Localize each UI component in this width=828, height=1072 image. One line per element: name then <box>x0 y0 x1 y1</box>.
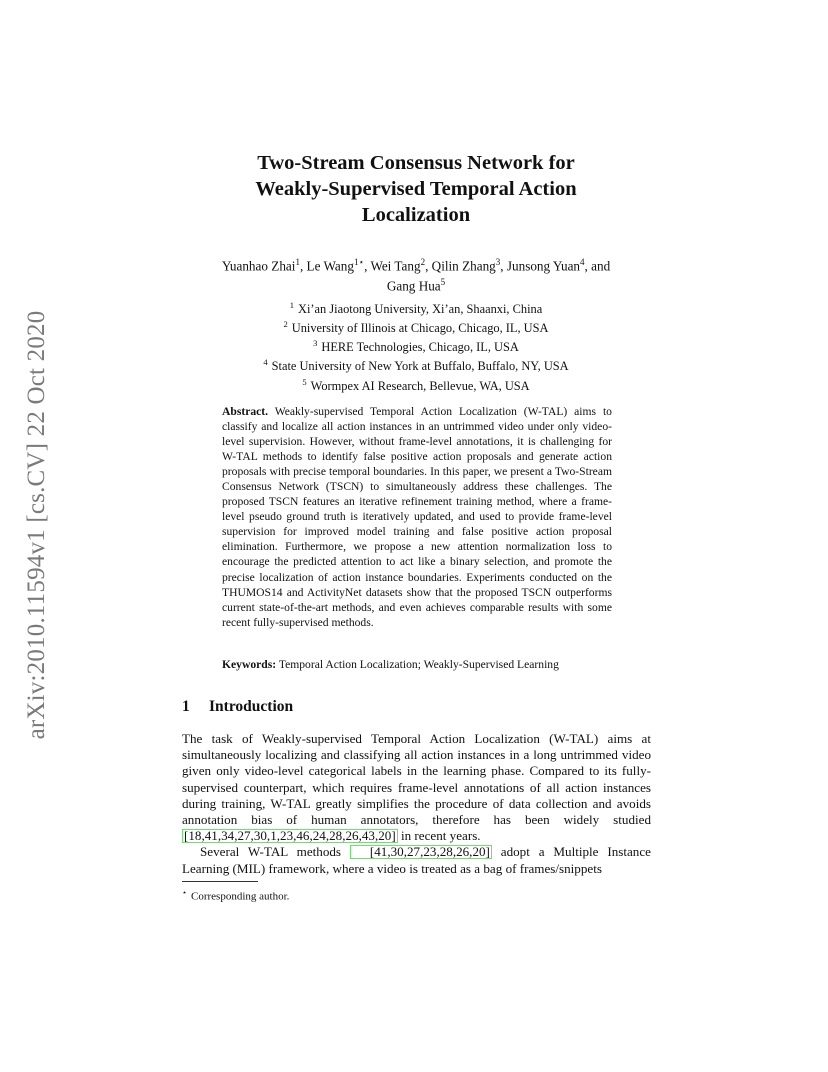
affiliation-text: State University of New York at Buffalo, Buffalo, NY, USA <box>271 359 569 374</box>
abstract-text: Weakly-supervised Temporal Action Localization (W-TAL) aims to classify and localize all action instances in an untrimmed video under only video-level supervision. However, without frame-level annotations, it is challenging for W-TAL methods to identify false positive action proposals and generate action proposals with precise temporal boundaries. In this paper, we present a Two-Stream Consensus Network (TSCN) to simultaneously address these challenges. The proposed TSCN features an iterative refinement training method, where a frame-level pseudo ground truth is iteratively updated, and used to provide frame-level supervision for improved model training and false positive action proposal elimination. Furthermore, we propose a new attention normalization loss to encourage the predicted attention to act like a binary selection, and promote the precise localization of action instance boundaries. Experiments conducted on the THUMOS14 and ActivityNet datasets show that the proposed TSCN outperforms current state-of-the-art methods, and even achieves comparable results with some recent fully-supervised methods. <box>222 405 612 629</box>
affiliation-text: Wormpex AI Research, Bellevue, WA, USA <box>310 378 530 393</box>
author-mark: 4 <box>580 257 585 267</box>
author-line-2 <box>180 274 652 294</box>
author-mark: 1 <box>295 257 300 267</box>
author-list <box>180 254 652 295</box>
affiliation-item <box>180 355 652 374</box>
paragraph-text: The task of Weakly-supervised Temporal Action Localization (W-TAL) aims at simultaneously localizing and classifying all action instances in a long untrimmed video given only video-level categorical labels in the learning phase. Compared to its fully-supervised counterpart, which requires frame-level annotations of all action instances during training, W-TAL greatly simplifies the procedure of data collection and avoids annotation bias of human annotators, therefore has been widely studied <box>182 731 651 828</box>
author-mark: 1⋆ <box>353 257 365 267</box>
footnote <box>182 886 289 904</box>
title-line-1: Two-Stream Consensus Network for <box>257 152 575 174</box>
title-line-3: Localization <box>361 204 471 226</box>
author-line-1: Yuanhao Zhai$^1$, Le Wang$^{1⋆}$, Wei Tang$^2$, Qilin Zhang$^3$, Junsong Yuan$^4$, and <box>221 257 611 274</box>
author-conjunction: and <box>591 258 611 274</box>
keywords-text: Temporal Action Localization; Weakly-Supervised Learning <box>278 658 559 671</box>
affiliation-item <box>180 336 652 355</box>
keywords <box>222 657 622 672</box>
introduction-body <box>182 731 651 877</box>
affiliation-list <box>180 298 652 394</box>
affiliation-mark: 1 <box>289 300 295 310</box>
citation-link[interactable]: [41,30,27,23,28,26,20] <box>350 845 492 859</box>
author-name: Wei Tang <box>370 258 421 274</box>
citation-link[interactable]: [18,41,34,27,30,1,23,46,24,28,26,43,20] <box>184 828 396 844</box>
author-mark: 2 <box>420 257 426 267</box>
abstract <box>222 404 612 630</box>
author-mark: 3 <box>495 257 501 267</box>
arxiv-stamp <box>14 290 60 760</box>
affiliation-text: Xi’an Jiaotong University, Xi’an, Shaanxi, China <box>298 302 543 317</box>
affiliation-item <box>180 317 652 336</box>
affiliation-mark: 3 <box>313 338 318 349</box>
abstract-label: Abstract. <box>222 405 269 418</box>
paragraph <box>182 844 651 876</box>
paragraph <box>182 731 651 844</box>
affiliation-mark: 2 <box>283 319 288 330</box>
affiliation-text: HERE Technologies, Chicago, IL, USA <box>321 340 519 355</box>
affiliation-mark: 5 <box>302 376 307 387</box>
author-name: Yuanhao Zhai <box>221 258 296 274</box>
section-title: Introduction <box>209 698 294 715</box>
author-name: Junsong Yuan <box>506 258 581 274</box>
paragraph-text: in recent years. <box>400 828 481 844</box>
paragraph-text: Several W-TAL methods <box>200 844 342 860</box>
paragraph-text: adopt a Multiple Instance Learning (MIL) framework, where a video is treated as a bag of frames/snippets <box>182 844 651 876</box>
footnote-mark: ⋆ <box>182 888 188 897</box>
author-name: Le Wang <box>306 258 354 274</box>
section-heading <box>182 698 293 716</box>
footnote-text: Corresponding author. <box>191 890 290 903</box>
affiliation-mark: 4 <box>263 357 268 368</box>
affiliation-text: University of Illinois at Chicago, Chicago, IL, USA <box>291 321 549 336</box>
author-name: Gang Hua <box>386 278 441 294</box>
author-name: Qilin Zhang <box>431 258 496 274</box>
affiliation-item <box>180 298 652 317</box>
affiliation-item <box>180 375 652 394</box>
section-number: 1 <box>182 698 190 715</box>
paper-title <box>180 150 652 228</box>
keywords-label: Keywords: <box>222 658 277 671</box>
title-line-2: Weakly-Supervised Temporal Action <box>255 178 577 200</box>
author-mark: 5 <box>440 277 446 288</box>
arxiv-stamp-text: arXiv:2010.11594v1 [cs.CV] 22 Oct 2020 <box>23 310 50 740</box>
footnote-divider <box>182 881 258 882</box>
